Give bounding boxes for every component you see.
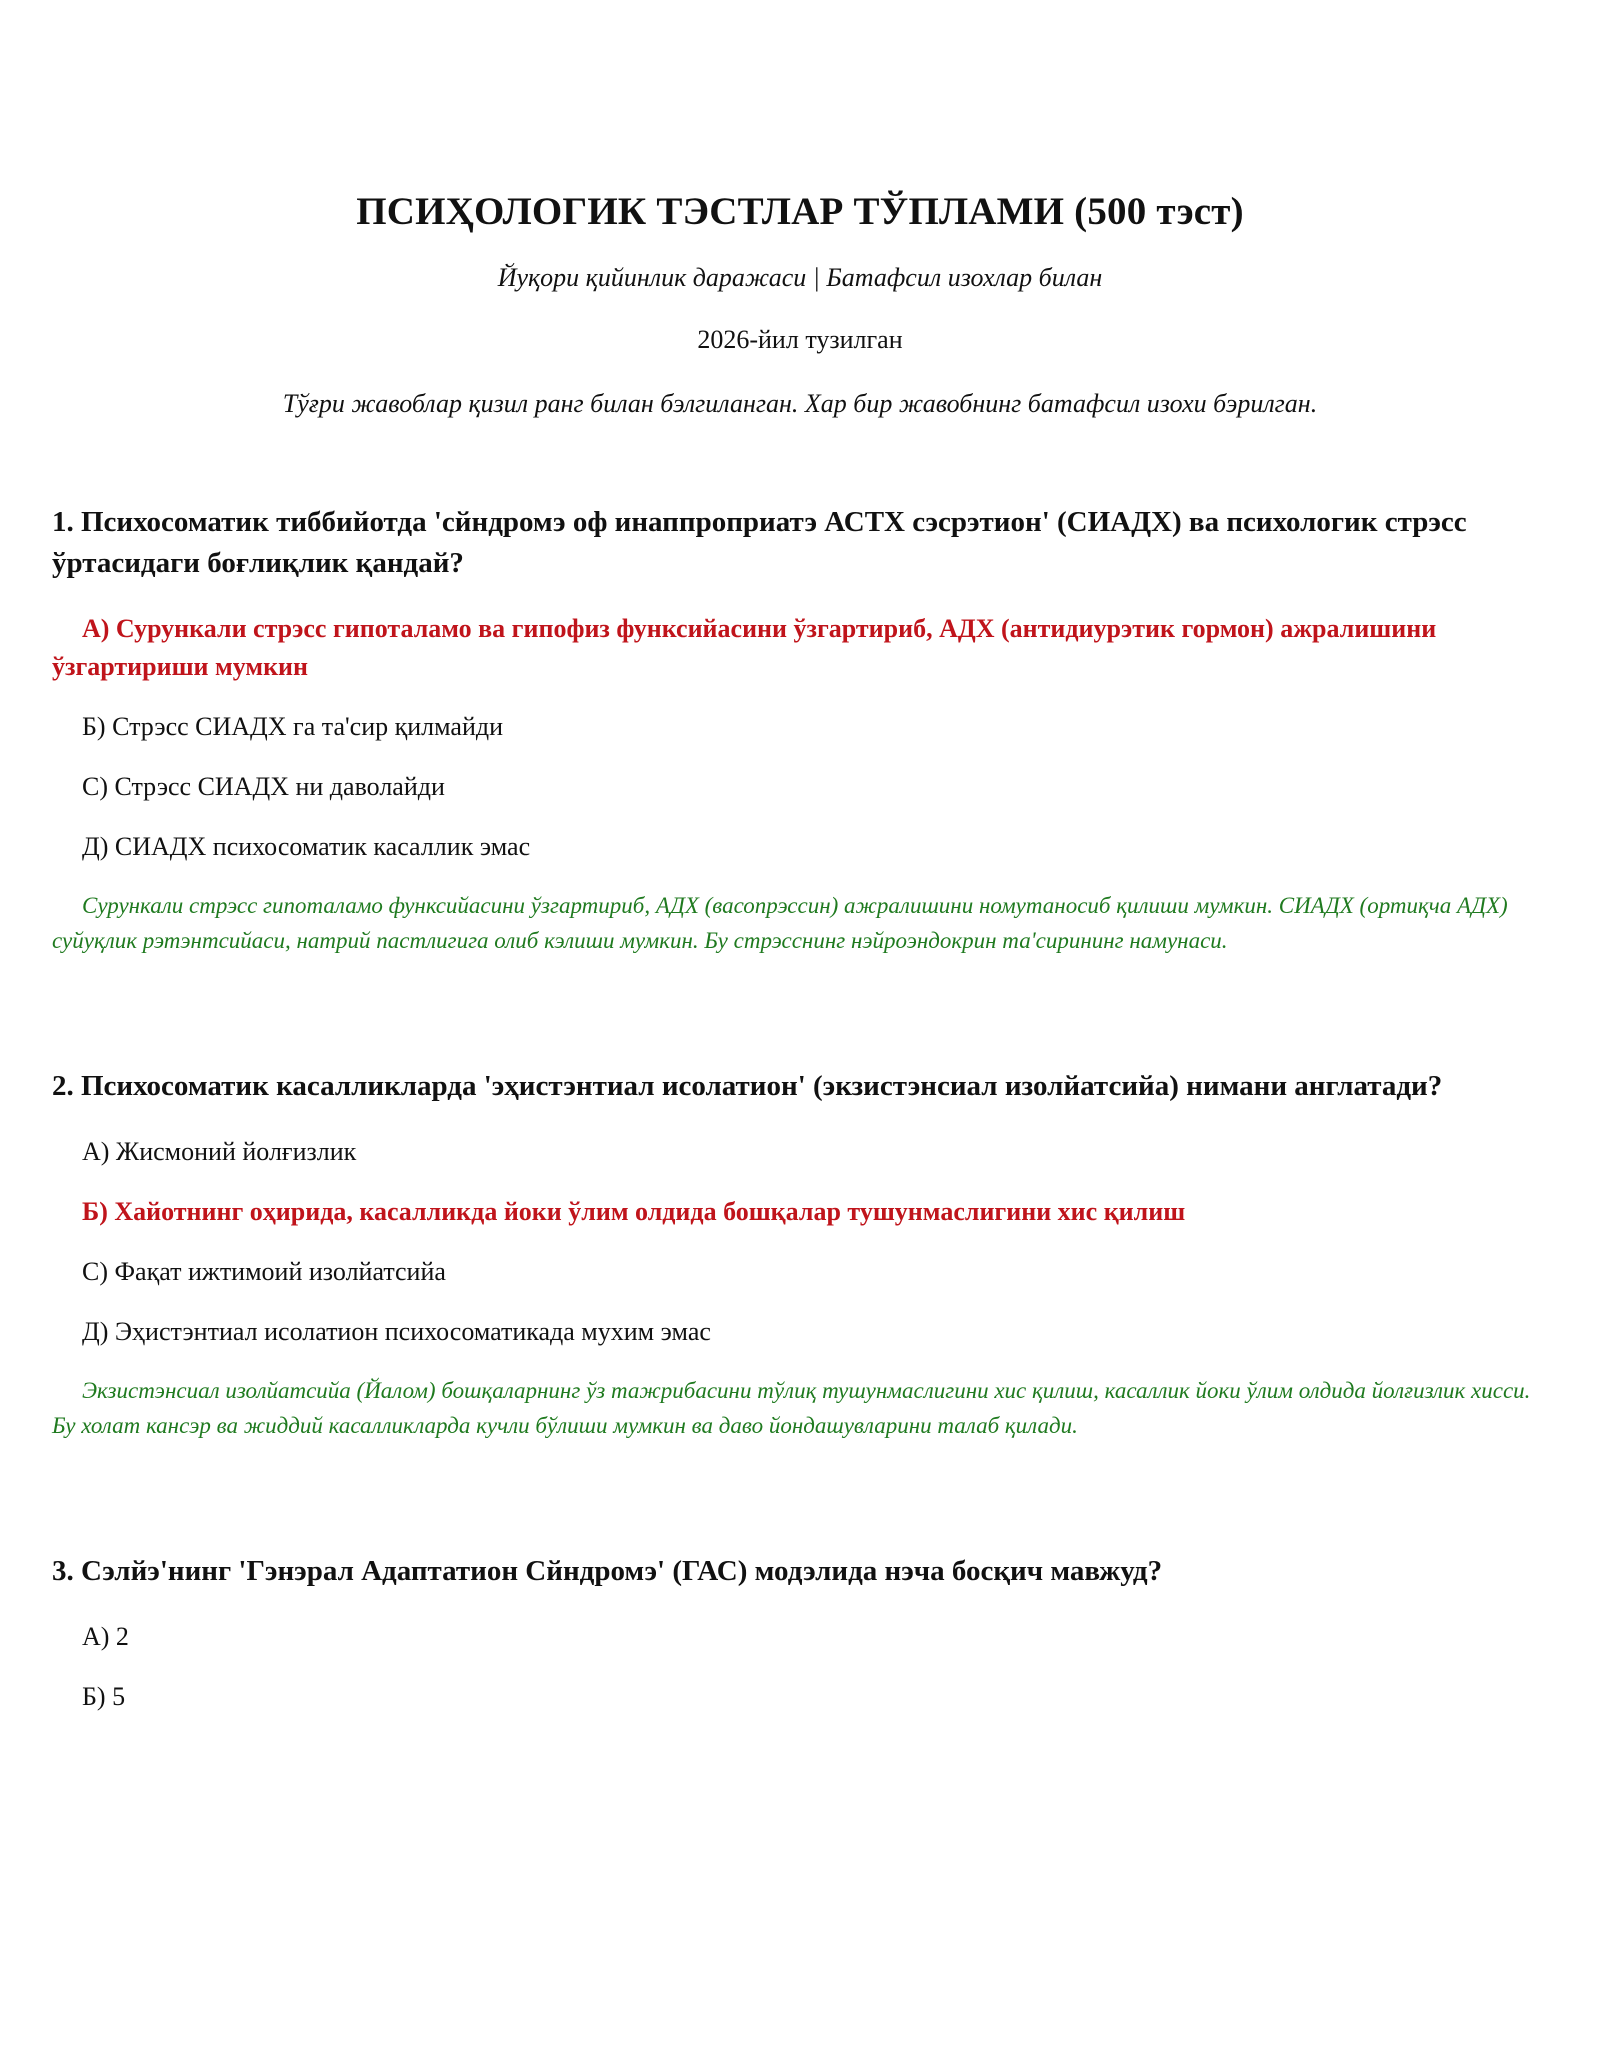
question-text: 1. Психосоматик тиббийотда 'сйндромэ оф инаппроприатэ АСТХ сэсрэтион' (СИАДХ) ва психологик стрэсс ўртасидаги боғлиқлик қандай?: [52, 506, 1467, 579]
answer-option: А) 2: [82, 1622, 129, 1651]
answer-option: Д) СИАДХ психосоматик касаллик эмас: [82, 832, 531, 861]
question-text: 3. Сэлйэ'нинг 'Гэнэрал Адаптатион Сйндромэ' (ГАС) модэлида нэча босқич мавжуд?: [52, 1555, 1163, 1587]
answer-explanation: Сурункали стрэсс гипоталамо функсийасини ўзгартириб, АДХ (васопрэссин) ажралишини номутаносиб қилиши мумкин. СИАДХ (ортиқча АДХ) суйуқлик рэтэнтсийаси, натрий пастлигига олиб кэлиши мумкин. Бу стрэсснинг нэйроэндокрин та'сирининг намунаси.: [52, 893, 1508, 953]
document-year: 2026-йил тузилган: [697, 325, 903, 354]
answer-option-correct: А) Сурункали стрэсс гипоталамо ва гипофиз функсийасини ўзгартириб, АДХ (антидиурэтик гормон) ажралишини ўзгартириши мумкин: [52, 614, 1437, 681]
answer-option-correct: Б) Хайотнинг оҳирида, касалликда йоки ўлим олдида бошқалар тушунмаслигини хис қилиш: [82, 1197, 1186, 1226]
question-block-1: [52, 502, 1548, 958]
document-note: Тўғри жавоблар қизил ранг билан бэлгиланган. Хар бир жавобнинг батафсил изохи бэрилган.: [282, 389, 1318, 418]
document-title: ПСИҲОЛОГИК ТЭСТЛАР ТЎПЛАМИ (500 тэст): [356, 190, 1244, 233]
answer-option: Б) 5: [82, 1682, 126, 1711]
answer-option: А) Жисмоний йолғизлик: [82, 1137, 357, 1166]
question-text: 2. Психосоматик касалликларда 'эҳистэнтиал исолатион' (экзистэнсиал изолйатсийа) нимани англатади?: [52, 1070, 1443, 1102]
answer-option: Д) Эҳистэнтиал исолатион психосоматикада мухим эмас: [82, 1317, 711, 1346]
question-block-2: [52, 1066, 1548, 1443]
answer-option: С) Стрэсс СИАДХ ни даволайди: [82, 772, 445, 801]
answer-explanation: Экзистэнсиал изолйатсийа (Йалом) бошқаларнинг ўз тажрибасини тўлиқ тушунмаслигини хис қилиш, касаллик йоки ўлим олдида йолғизлик хисси. Бу холат кансэр ва жиддий касалликларда кучли бўлиши мумкин ва даво йондашувларини талаб қилади.: [52, 1378, 1531, 1438]
document-subtitle: Йуқори қийинлик даражаси | Батафсил изохлар билан: [497, 263, 1103, 292]
answer-option: С) Фақат ижтимоий изолйатсийа: [82, 1257, 446, 1286]
question-block-3: [52, 1551, 1548, 1716]
answer-option: Б) Стрэсс СИАДХ га та'сир қилмайди: [82, 712, 504, 741]
